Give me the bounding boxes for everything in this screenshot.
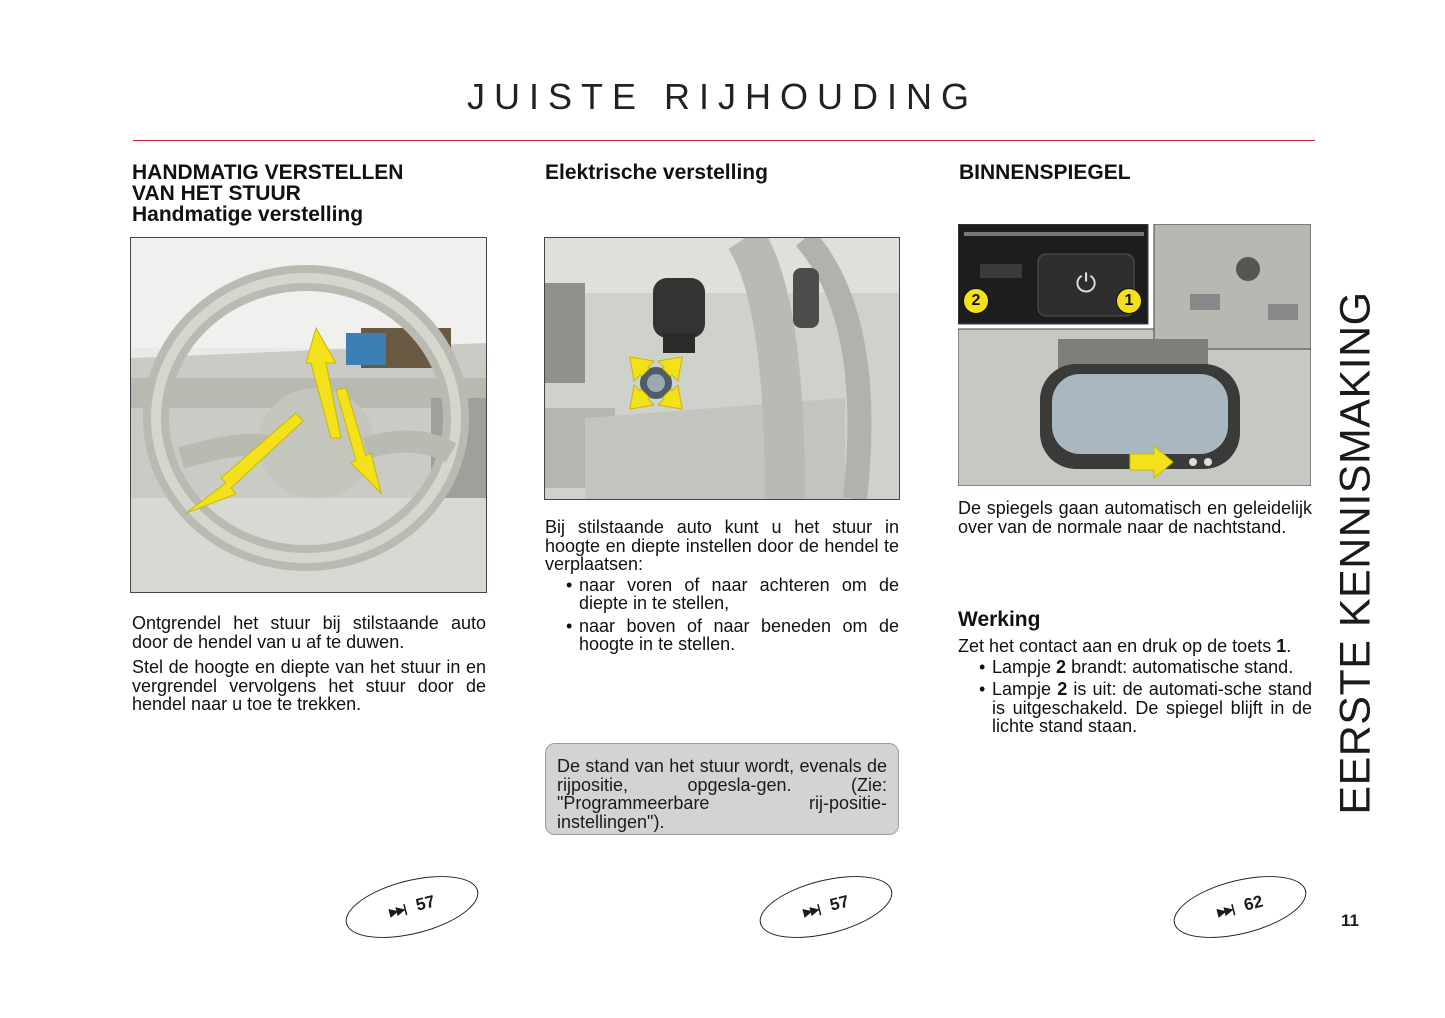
callout-1: 1 — [1116, 288, 1142, 314]
col1-heading-line1: HANDMATIG VERSTELLEN — [132, 161, 404, 184]
col2-intro: Bij stilstaande auto kunt u het stuur in hoogte en diepte instellen door de hendel te verplaatsen: — [545, 517, 899, 574]
list-item — [974, 680, 1312, 736]
skip-forward-icon: ▶▶| — [801, 902, 821, 920]
col1-subheading: Handmatige verstelling — [132, 203, 364, 226]
steering-wheel-photo — [130, 237, 487, 593]
col3-para2-key: 1 — [1276, 636, 1287, 656]
col3-heading: BINNENSPIEGEL — [959, 161, 1131, 184]
page-number: 11 — [1341, 911, 1359, 930]
bullet1-suffix: brandt: automatische stand. — [1066, 656, 1294, 677]
col3-para1: De spiegels gaan automatisch en geleidelijk over van de normale naar de nachtstand. — [958, 498, 1312, 537]
col2-bullet-list — [545, 576, 899, 654]
steering-lever-photo — [544, 237, 900, 500]
title-rule — [133, 140, 1315, 141]
col1-page-ref-number: 57 — [413, 891, 437, 915]
side-tab-label: EERSTE KENNISMAKING — [1331, 290, 1380, 815]
bullet2-number: 2 — [1057, 679, 1068, 699]
mirror-photo — [958, 224, 1311, 486]
list-item: • naar voren of naar achteren om de diepte in te stellen, — [561, 576, 899, 613]
skip-forward-icon: ▶▶| — [387, 902, 407, 920]
col1-page-ref[interactable] — [339, 864, 484, 949]
callout-2: 2 — [963, 288, 989, 314]
bullet1-prefix: Lampje — [992, 656, 1057, 677]
col3-para2-text: Zet het contact aan en druk op de toets — [958, 636, 1277, 656]
col3-subheading: Werking — [958, 608, 1041, 631]
col2-page-ref[interactable] — [753, 864, 898, 949]
col2-heading: Elektrische verstelling — [545, 161, 768, 184]
skip-forward-icon: ▶▶| — [1215, 902, 1235, 920]
col3-bullet-list — [958, 658, 1312, 736]
col3-page-ref-number: 62 — [1241, 891, 1265, 915]
power-icon: ⏻ — [1075, 268, 1097, 298]
bullet1-number: 2 — [1056, 656, 1067, 677]
list-item: • naar boven of naar beneden om de hoogte in te stellen. — [561, 617, 899, 654]
col3-body — [958, 637, 1312, 740]
page-title: JUISTE RIJHOUDING — [466, 76, 978, 117]
side-tab — [1332, 255, 1380, 850]
col1-body — [132, 614, 486, 721]
col1-para2: Stel de hoogte en diepte van het stuur in en vergrendel vervolgens het stuur door de hendel naar u toe te trekken. — [132, 657, 486, 714]
col1-heading — [132, 162, 403, 225]
col1-para1: Ontgrendel het stuur bij stilstaande auto door de hendel van u af te duwen. — [132, 613, 486, 652]
col3-para2 — [958, 637, 1312, 656]
col3-para2-end: . — [1286, 636, 1292, 656]
col3-page-ref[interactable] — [1167, 864, 1312, 949]
list-item — [974, 658, 1312, 677]
note-box: De stand van het stuur wordt, evenals de rijpositie, opgesla-gen. (Zie: "Programmeerbare rij-positie-instellingen"). — [545, 743, 899, 835]
col2-body — [545, 518, 899, 658]
col1-heading-line2: VAN HET STUUR — [132, 182, 301, 205]
col2-page-ref-number: 57 — [827, 891, 851, 915]
bullet2-prefix: Lampje — [992, 679, 1058, 699]
bullet2-suffix: is uit: de automati-sche stand is uitgeschakeld. De spiegel blijft in de lichte stand staan. — [992, 679, 1313, 736]
